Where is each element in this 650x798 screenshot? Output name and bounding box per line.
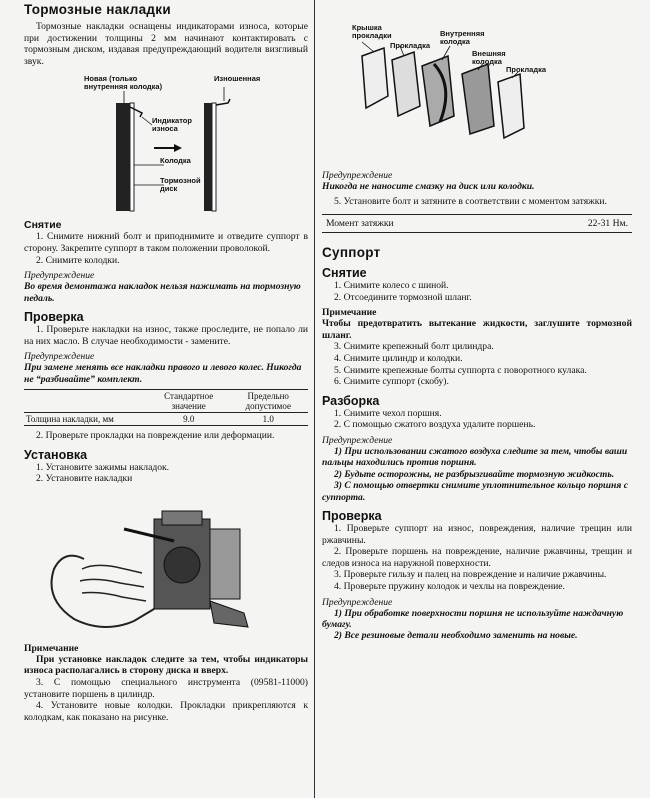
worn-pad-label: Изношенная: [214, 74, 261, 84]
warning-item: 1) При использовании сжатого воздуха следите за тем, чтобы ваши пальцы находились против поршня.: [322, 445, 628, 469]
caliper-check-step: 1. Проверьте суппорт на износ, повреждения, наличие трещин или ржавчины.: [322, 522, 632, 546]
check-step: 2. Проверьте прокладки на повреждение или деформации.: [36, 429, 275, 441]
install-step: 2. Установите накладки: [36, 473, 133, 485]
caliper-hands-drawing: [24, 489, 308, 639]
pad-parts-figure: [322, 16, 632, 166]
outer-pad-label: Внешняя колодка: [472, 49, 506, 66]
caliper-check-heading: Проверка: [322, 508, 382, 523]
check-heading: Проверка: [24, 309, 84, 324]
caliper-removal-step: 2. Отсоедините тормозной шланг.: [334, 291, 472, 303]
caliper-check-step: 4. Проверьте пружину колодок и чехлы на повреждение.: [334, 580, 565, 592]
disassembly-step: 1. Снимите чехол поршня.: [334, 407, 442, 419]
warning-text: При замене менять все накладки правого и левого колес. Никогда не “разбивайте” комплект.: [24, 362, 302, 385]
warning-title: Предупреждение: [322, 170, 393, 181]
warning-title: Предупреждение: [24, 351, 95, 363]
torque-label: Момент затяжки: [326, 218, 394, 229]
inner-pad-label: Внутренняя колодка: [440, 29, 485, 46]
torque-value: 22-31 Нм.: [587, 218, 628, 229]
caliper-check-step: 3. Проверьте гильзу и палец на повреждение и наличие ржавчины.: [334, 569, 607, 581]
check-step: 1. Проверьте накладки на износ, также проследите, не попало ли на них масло. В случае необходимости - замените.: [24, 323, 308, 347]
warning-text: Во время демонтажа накладок нельзя нажимать на тормозную педаль.: [24, 281, 301, 304]
install-step: 1. Установите зажимы накладок.: [36, 461, 170, 473]
caliper-removal-step: 5. Снимите крепежные болты суппорта с поворотного кулака.: [334, 364, 587, 376]
warning-text: Никогда не наносите смазку на диск или колодки.: [322, 181, 535, 192]
caliper-removal-step: 3. Снимите крепежный болт цилиндра.: [334, 341, 494, 353]
install-step: 3. С помощью специального инструмента (09581-11000) установите поршень в цилиндр.: [24, 676, 308, 700]
caliper-removal-heading: Снятие: [322, 266, 367, 280]
brake-disc-label: Тормозной диск: [160, 176, 201, 194]
warning-item: 2) Будьте осторожны, не разбрызгивайте тормозную жидкость.: [334, 468, 615, 480]
install-heading: Установка: [24, 447, 88, 462]
pad-thickness-table: [24, 389, 308, 426]
torque-spec: [322, 214, 632, 233]
left-column: [24, 0, 308, 723]
warning-title: Предупреждение: [24, 270, 95, 282]
install-step: 5. Установите болт и затяните в соответствии с моментом затяжки.: [334, 196, 607, 208]
disassembly-heading: Разборка: [322, 393, 380, 408]
caliper-removal-step: 4. Снимите цилиндр и колодки.: [334, 352, 463, 364]
install-pads-figure: [24, 489, 308, 639]
caliper-removal-step: 6. Снимите суппорт (скобу).: [334, 376, 449, 388]
warning-title: Предупреждение: [322, 434, 393, 446]
shim-cover-label: Крышка прокладки: [352, 23, 392, 40]
new-pad-label: Новая (только внутренняя колодка): [84, 74, 163, 92]
table-header-standard: Стандартное значение: [164, 390, 214, 411]
removal-heading: Снятие: [24, 219, 62, 232]
section-title-caliper: Суппорт: [322, 245, 381, 260]
warning-title: Предупреждение: [322, 596, 393, 608]
shim2-label: Прокладка: [506, 65, 547, 74]
table-cell-limit: 1.0: [262, 413, 274, 424]
shim-label: Прокладка: [390, 41, 431, 50]
caliper-removal-step: 1. Снимите колесо с шиной.: [334, 280, 449, 291]
table-row-label: Толщина накладки, мм: [26, 413, 114, 424]
wear-indicator-label: Индикатор износа: [152, 116, 192, 134]
table-cell-standard: 9.0: [183, 413, 195, 424]
install-step: 4. Установите новые колодки. Прокладки прикрепляются к колодкам, как показано на рисунке.: [24, 700, 308, 723]
intro-paragraph: Тормозные накладки оснащены индикаторами износа, которые при достижении толщины 2 мм начинают контактировать с тормозным диском, издавая предупреждающий водителя визгливый звук.: [24, 21, 308, 67]
column-divider: [314, 0, 315, 798]
removal-step: 1. Снимите нижний болт и приподнимите и отведите суппорт в сторону. Закрепите суппорт в таком положении проволокой.: [24, 231, 308, 254]
table-header-limit: Предельно допустимое: [245, 390, 291, 411]
disassembly-step: 2. С помощью сжатого воздуха удалите поршень.: [334, 419, 536, 431]
removal-step: 2. Снимите колодки.: [36, 254, 120, 266]
warning-item: 3) С помощью отвертки снимите уплотнительное кольцо поршня с суппорта.: [322, 480, 628, 503]
warning-item: 2) Все резиновые детали необходимо заменить на новые.: [334, 630, 578, 642]
caliper-check-step: 2. Проверьте поршень на повреждение, наличие ржавчины, трещин и следов износа на наружной поверхности.: [322, 546, 632, 569]
note-text: Чтобы предотвратить вытекание жидкости, заглушите тормозной шланг.: [322, 318, 632, 341]
wear-indicator-figure: [24, 73, 308, 213]
note-title: Примечание: [322, 307, 377, 319]
right-column: [322, 0, 632, 642]
note-title: Примечание: [24, 642, 79, 654]
warning-item: 1) При обработке поверхности поршня не используйте наждачную бумагу.: [322, 607, 624, 630]
note-text: При установке накладок следите за тем, чтобы индикаторы износа располагались в сторону диска и вверх.: [24, 653, 308, 677]
section-title-brake-pads: Тормозные накладки: [24, 2, 171, 17]
pad-label: Колодка: [160, 156, 191, 166]
